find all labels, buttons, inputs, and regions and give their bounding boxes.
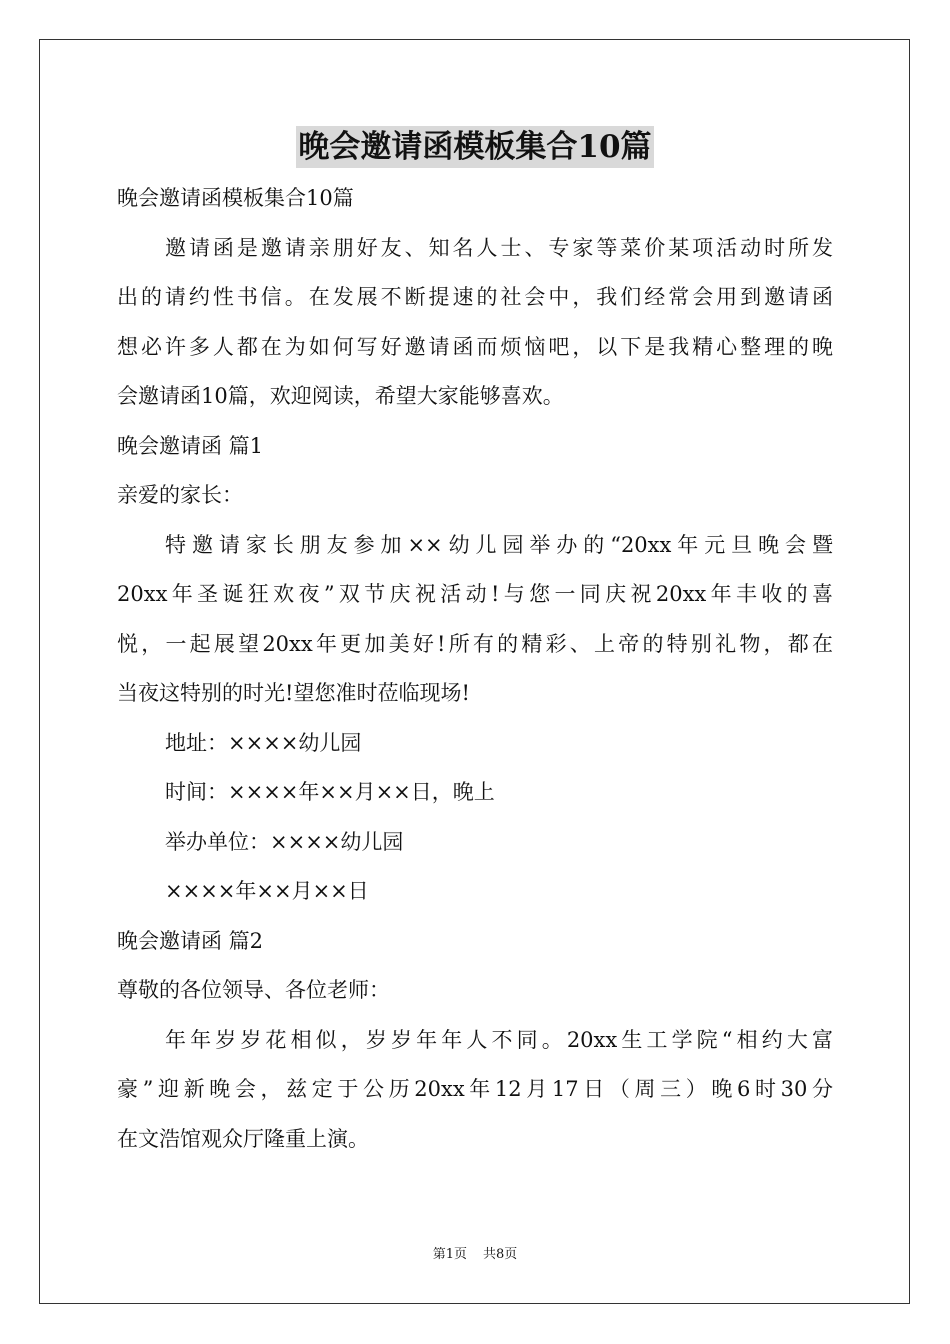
text-line: 悦，一起展望20xx年更加美好!所有的精彩、上帝的特别礼物，都在 bbox=[117, 631, 833, 656]
text-line: 豪”迎新晚会，兹定于公历20xx年12月17日（周三）晚6时30分 bbox=[117, 1077, 833, 1101]
text-line: ××××年××月××日 bbox=[165, 879, 369, 903]
text-line: 出的请约性书信。在发展不断提速的社会中，我们经常会用到邀请函 bbox=[117, 285, 833, 309]
text-line: 晚会邀请函模板集合10篇 bbox=[117, 186, 354, 210]
text-line: 年年岁岁花相似，岁岁年年人不同。20xx生工学院“相约大富 bbox=[165, 1027, 833, 1052]
page-number: 第1页 bbox=[432, 1247, 467, 1262]
document-body bbox=[117, 174, 833, 1164]
page-footer bbox=[0, 1246, 950, 1264]
text-line: 晚会邀请函 篇1 bbox=[117, 433, 264, 458]
text-line: 特邀请家长朋友参加××幼儿园举办的“20xx年元旦晚会暨 bbox=[165, 532, 833, 557]
text-line: 当夜这特别的时光!望您准时莅临现场! bbox=[117, 681, 470, 705]
text-line: 晚会邀请函 篇2 bbox=[117, 928, 264, 953]
text-line: 20xx年圣诞狂欢夜”双节庆祝活动!与您一同庆祝20xx年丰收的喜 bbox=[117, 582, 833, 606]
text-line: 会邀请函10篇，欢迎阅读，希望大家能够喜欢。 bbox=[117, 384, 564, 408]
document-title: 晚会邀请函模板集合10篇 bbox=[296, 126, 653, 168]
text-line: 时间：××××年××月××日，晚上 bbox=[165, 780, 495, 804]
text-line: 尊敬的各位领导、各位老师： bbox=[117, 978, 390, 1002]
title-container bbox=[0, 126, 950, 168]
page-total: 共8页 bbox=[483, 1247, 518, 1262]
text-line: 在文浩馆观众厅隆重上演。 bbox=[117, 1126, 369, 1151]
text-line: 想必许多人都在为如何写好邀请函而烦恼吧，以下是我精心整理的晚 bbox=[117, 334, 833, 359]
text-line: 地址：××××幼儿园 bbox=[165, 730, 362, 755]
text-line: 邀请函是邀请亲朋好友、知名人士、专家等菜价某项活动时所发 bbox=[165, 235, 833, 260]
text-line: 亲爱的家长： bbox=[117, 483, 243, 507]
text-line: 举办单位：××××幼儿园 bbox=[165, 829, 404, 854]
